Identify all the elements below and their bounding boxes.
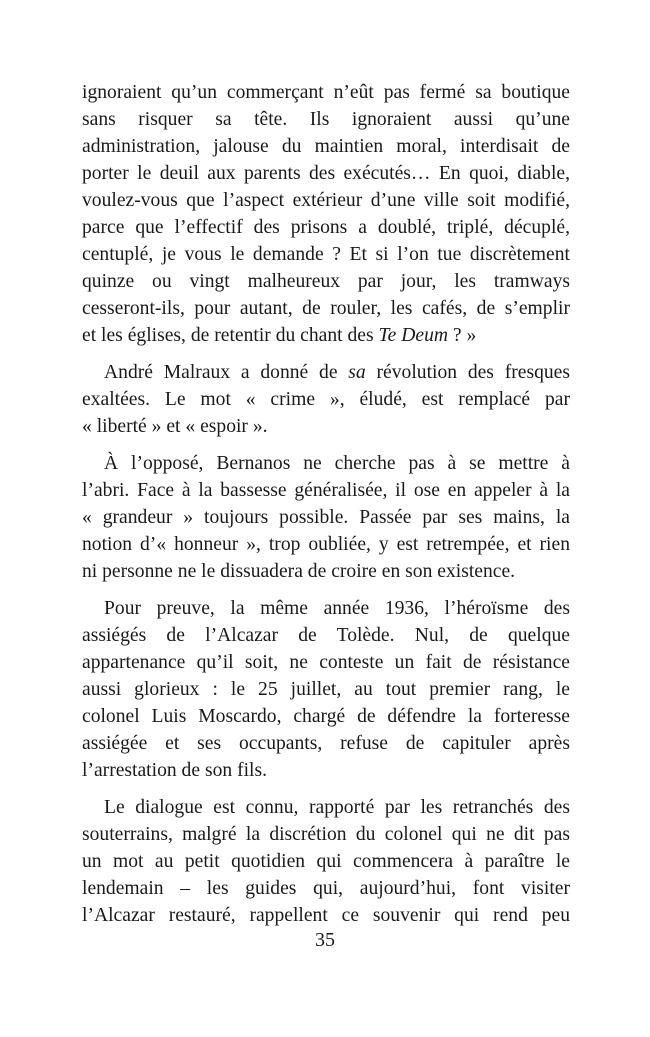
text-segment: André Malraux a donné de [104, 362, 349, 383]
italic-word: sa [348, 362, 366, 383]
text-line: appartenance qu’il soit, ne conteste un fait de résistance [82, 652, 570, 673]
text-line: assiégée et ses occupants, refuse de capituler après [82, 733, 570, 754]
paragraph-4 [82, 595, 570, 784]
text-line: l’Alcazar restauré, rappellent ce souvenir qui rend peu [82, 905, 570, 926]
paragraph-3 [82, 450, 570, 585]
text-segment: et les églises, de retentir du chant des [82, 325, 379, 346]
text-line: un mot au petit quotidien qui commencera à paraître le [82, 851, 570, 872]
text-line: ignoraient qu’un commerçant n’eût pas fermé sa boutique [82, 82, 570, 103]
text-line: quinze ou vingt malheureux par jour, les tramways [82, 271, 570, 292]
paragraph-5 [82, 794, 570, 929]
text-line: administration, jalouse du maintien moral, interdisait de [82, 136, 570, 157]
text-line: souterrains, malgré la discrétion du colonel qui ne dit pas [82, 824, 570, 845]
text-line [82, 359, 570, 386]
text-line: ni personne ne le dissuadera de croire en son existence. [82, 561, 516, 582]
paragraph-2 [82, 359, 570, 440]
text-line: À l’opposé, Bernanos ne cherche pas à se mettre à [104, 453, 570, 474]
text-line: Pour preuve, la même année 1936, l’héroïsme des [104, 598, 570, 619]
text-line: colonel Luis Moscardo, chargé de défendre la forteresse [82, 706, 570, 727]
text-line: assiégés de l’Alcazar de Tolède. Nul, de quelque [82, 625, 570, 646]
text-line: aussi glorieux : le 25 juillet, au tout premier rang, le [82, 679, 570, 700]
text-line: Le dialogue est connu, rapporté par les retranchés des [104, 797, 570, 818]
text-line: l’abri. Face à la bassesse généralisée, il ose en appeler à la [82, 480, 570, 501]
text-line [82, 322, 570, 349]
text-line: parce que l’effectif des prisons a doublé, triplé, décuplé, [82, 217, 570, 238]
text-line: l’arrestation de son fils. [82, 760, 268, 781]
paragraph-1 [82, 79, 570, 349]
text-line: porter le deuil aux parents des exécutés… En quoi, diable, [82, 163, 570, 184]
text-line: « grandeur » toujours possible. Passée par ses mains, la [82, 507, 570, 528]
book-page-text [82, 79, 570, 939]
text-line: lendemain – les guides qui, aujourd’hui, font visiter [82, 878, 570, 899]
text-line: voulez-vous que l’aspect extérieur d’une ville soit modifié, [82, 190, 570, 211]
text-segment: révolution des fresques [365, 362, 570, 383]
text-line: notion d’« honneur », trop oubliée, y est retrempée, et rien [82, 534, 570, 555]
text-line: « liberté » et « espoir ». [82, 416, 268, 437]
page-number: 35 [315, 929, 335, 951]
text-line: sans risquer sa tête. Ils ignoraient aussi qu’une [82, 109, 570, 130]
text-line: cesseront-ils, pour autant, de rouler, les cafés, de s’emplir [82, 298, 570, 319]
italic-title: Te Deum [378, 325, 449, 346]
text-line: exaltées. Le mot « crime », éludé, est remplacé par [82, 389, 570, 410]
text-line: centuplé, je vous le demande ? Et si l’on tue discrètement [82, 244, 570, 265]
text-segment: ? » [448, 325, 477, 346]
